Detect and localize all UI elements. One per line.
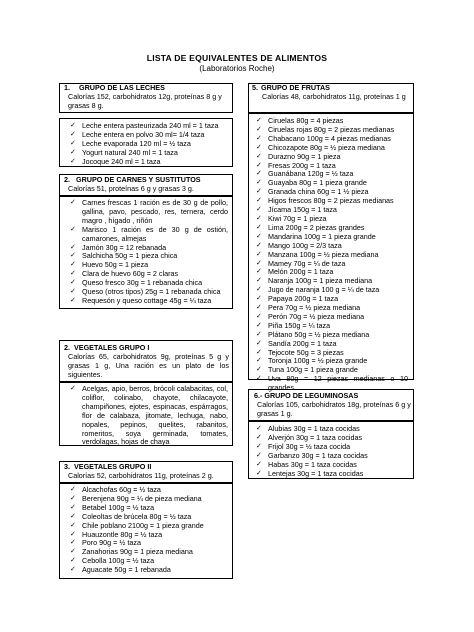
section-number: 6.- xyxy=(254,391,263,400)
check-icon: ✓ xyxy=(70,130,76,138)
list-item-text: Jocoque 240 ml = 1 taza xyxy=(82,156,161,166)
check-icon: ✓ xyxy=(70,148,76,156)
list-item-text: Alverjón 30g = 1 taza cocidas xyxy=(268,432,363,442)
check-icon: ✓ xyxy=(70,494,76,502)
list-item-text: Melón 200g = 1 taza xyxy=(268,267,334,277)
check-icon: ✓ xyxy=(256,357,262,365)
frutas-header xyxy=(252,84,410,102)
check-icon: ✓ xyxy=(256,330,262,338)
list-item-text: Frijol 30g = ½ taza cocida xyxy=(268,441,351,451)
list-item-text: Piña 150g = ¼ taza xyxy=(268,320,331,330)
check-icon: ✓ xyxy=(256,188,262,196)
list-item-text: Cebolla 100g = ½ taza xyxy=(82,556,155,566)
list-item-text: Manzana 100g = ½ pieza mediana xyxy=(268,249,379,259)
section-name: GRUPO DE FRUTAS xyxy=(261,83,330,92)
check-icon: ✓ xyxy=(256,348,262,356)
list-item-text: Betabel 100g = ½ taza xyxy=(82,502,155,512)
list-item-text: Chile poblano 2100g = 1 pieza grande xyxy=(82,520,204,530)
check-icon: ✓ xyxy=(256,312,262,320)
check-icon: ✓ xyxy=(256,339,262,347)
check-icon: ✓ xyxy=(70,199,76,206)
check-icon: ✓ xyxy=(70,512,76,520)
check-icon: ✓ xyxy=(256,232,262,240)
check-icon: ✓ xyxy=(256,170,262,178)
section-desc: Calorías 52, carbohidratos 11g, proteínas 2 g. xyxy=(68,470,214,480)
check-icon: ✓ xyxy=(256,375,262,383)
list-item xyxy=(69,385,228,447)
list-item-text: Jícama 150g = 1 taza xyxy=(268,205,337,215)
section-number: 1. xyxy=(64,83,70,92)
list-item-text: Zanahorias 90g = 1 pieza mediana xyxy=(82,547,193,557)
section-number: 3. xyxy=(64,462,70,471)
list-item-text: Ciruelas rojas 80g = 2 piezas medianas xyxy=(268,124,395,134)
leches-list xyxy=(69,122,228,167)
list-item-text: Alcachofas 60g = ½ taza xyxy=(82,485,161,494)
list-item-text: Papaya 200g = 1 taza xyxy=(268,294,339,304)
carnes-header xyxy=(64,176,229,194)
list-item-text: Guanábana 120g = ½ taza xyxy=(268,169,354,179)
vegetales1-header xyxy=(64,344,229,380)
check-icon: ✓ xyxy=(70,548,76,556)
check-icon: ✓ xyxy=(256,223,262,231)
check-icon: ✓ xyxy=(70,157,76,165)
list-item-text: Queso fresco 30g = 1 rebanada chica xyxy=(82,278,203,288)
check-icon: ✓ xyxy=(256,277,262,285)
check-icon: ✓ xyxy=(256,197,262,205)
section-desc: Calorías 51, proteínas 6 g y grasas 3 g. xyxy=(68,183,194,193)
list-item-text: Granada china 60g = 1 ½ pieza xyxy=(268,187,369,197)
list-item-text: Marisco 1 ración es de 30 g de ostión, camarones, almejas xyxy=(82,224,228,243)
list-item-text: Aguacate 50g = 1 rebanada xyxy=(82,565,171,575)
list-item-text: Ciruelas 80g = 4 piezas xyxy=(268,116,344,125)
check-icon: ✓ xyxy=(70,296,76,304)
check-icon: ✓ xyxy=(70,557,76,565)
check-icon: ✓ xyxy=(256,460,262,468)
check-icon: ✓ xyxy=(70,486,76,493)
list-item-text: Habas 30g = 1 taza cocidas xyxy=(268,459,357,469)
list-item-text: Yogurt natural 240 ml = 1 taza xyxy=(82,147,178,157)
check-icon: ✓ xyxy=(256,241,262,249)
list-item-text: Lima 200g = 2 piezas grandes xyxy=(268,222,365,232)
check-icon: ✓ xyxy=(256,117,262,124)
check-icon: ✓ xyxy=(70,279,76,287)
carnes-list xyxy=(69,199,228,306)
check-icon: ✓ xyxy=(256,125,262,133)
check-icon: ✓ xyxy=(256,206,262,214)
list-item-text: Clara de huevo 60g = 2 claras xyxy=(82,269,179,279)
vegetales2-header xyxy=(64,463,229,481)
check-icon: ✓ xyxy=(70,539,76,547)
check-icon: ✓ xyxy=(70,139,76,147)
list-item xyxy=(69,226,228,244)
list-item-text: Mamey 70g = ¼ de taza xyxy=(268,258,346,268)
list-item-text: Toronja 100g = ½ pieza grande xyxy=(268,356,368,366)
list-item xyxy=(255,470,408,479)
check-icon: ✓ xyxy=(256,295,262,303)
check-icon: ✓ xyxy=(256,134,262,142)
list-item-text: Naranja 100g = 1 pieza mediana xyxy=(268,276,373,286)
list-item-text: Poro 90g = ½ taza xyxy=(82,538,141,548)
check-icon: ✓ xyxy=(256,433,262,441)
list-item xyxy=(69,199,228,226)
check-icon: ✓ xyxy=(70,270,76,278)
leguminosas-list xyxy=(255,425,408,478)
list-item-text: Leche entera pasteurizada 240 ml = 1 taza xyxy=(82,121,219,130)
list-item-text: Jamón 30g = 12 rebanada xyxy=(82,242,167,252)
list-item-text: Carnes frescas 1 ración es de 30 g de pollo, gallina, pavo, pescado, res, ternera, cerdo magro , hígado , riñón xyxy=(82,198,228,225)
check-icon: ✓ xyxy=(70,252,76,260)
section-name: GRUPO DE CARNES Y SUSTITUTOS xyxy=(76,175,201,184)
list-item-text: Pera 70g = ½ pieza mediana xyxy=(268,303,361,313)
list-item-text: Coleoltas de brúcela 80g = ½ taza xyxy=(82,511,192,521)
check-icon: ✓ xyxy=(256,161,262,169)
section-name: VEGETALES GRUPO II xyxy=(74,462,152,471)
list-item-text: Higos frescos 80g = 2 piezas medianas xyxy=(268,196,394,206)
list-item-text: Leche evaporada 120 ml = ½ taza xyxy=(82,138,191,148)
list-item-text: Salchicha 50g = 1 pieza chica xyxy=(82,251,178,261)
check-icon: ✓ xyxy=(256,259,262,267)
check-icon: ✓ xyxy=(256,250,262,258)
leguminosas-header xyxy=(254,392,412,419)
frutas-list xyxy=(255,117,408,393)
section-number: 5. xyxy=(252,83,258,92)
check-icon: ✓ xyxy=(256,425,262,432)
vegetales1-list xyxy=(69,385,228,447)
check-icon: ✓ xyxy=(70,288,76,296)
check-icon: ✓ xyxy=(70,566,76,574)
section-name: VEGETALES GRUPO I xyxy=(74,343,150,352)
list-item-text: Chicozapote 80g = ½ pieza mediana xyxy=(268,142,385,152)
list-item-text: Huevo 50g = 1 pieza xyxy=(82,260,149,270)
list-item-text: Queso (otros tipos) 25g = 1 rebanada chica xyxy=(82,287,221,297)
check-icon: ✓ xyxy=(256,268,262,276)
section-desc: Calorías 65, carbohidratos 9g, proteínas 5 g y grasas 1 g, Una ración es un plato de los siguientes. xyxy=(68,351,229,379)
list-item-text: Mandarina 100g = 1 pieza grande xyxy=(268,231,376,241)
section-desc: Calorías 105, carbohidratos 18g, proteínas 6 g y grasas 1 g. xyxy=(257,399,411,418)
check-icon: ✓ xyxy=(256,366,262,374)
check-icon: ✓ xyxy=(256,286,262,294)
list-item-text: Mango 100g = 2/3 taza xyxy=(268,240,342,250)
check-icon: ✓ xyxy=(70,521,76,529)
list-item-text: Berenjena 90g = ¼ de pieza mediana xyxy=(82,493,202,503)
leches-header xyxy=(64,84,229,111)
section-desc: Calorías 48, carbohidratos 11g, proteínas 1 g xyxy=(262,91,406,101)
check-icon: ✓ xyxy=(70,503,76,511)
section-name: GRUPO DE LEGUMINOSAS xyxy=(264,391,359,400)
check-icon: ✓ xyxy=(256,304,262,312)
check-icon: ✓ xyxy=(256,214,262,222)
check-icon: ✓ xyxy=(256,179,262,187)
list-item-text: Garbanzo 30g = 1 taza cocidas xyxy=(268,450,368,460)
list-item-text: Perón 70g = ½ pieza mediana xyxy=(268,311,365,321)
list-item-text: Acelgas, apio, berros, brócoli calabacitas, col, coliflor, colinabo, chayote, chilacayote, champiñones, ejotes, espinacas, espárragos, flor de calabaza, jitomate, lechuga, nabo, nopales, pepinos, quelites, rabanitos, romeritos, soya germinada, tomates, verdolagas, hojas de chaya xyxy=(82,384,228,447)
check-icon: ✓ xyxy=(256,321,262,329)
list-item-text: Leche entera en polvo 30 ml= 1/4 taza xyxy=(82,129,205,139)
check-icon: ✓ xyxy=(256,143,262,151)
list-item-text: Requesón y queso cottage 45g = ¼ taza xyxy=(82,295,212,305)
list-item-text: Lentejas 30g = 1 taza cocidas xyxy=(268,468,364,478)
section-name: GRUPO DE LAS LECHES xyxy=(79,83,165,92)
check-icon: ✓ xyxy=(70,243,76,251)
section-number: 2. xyxy=(64,175,70,184)
list-item xyxy=(69,158,228,167)
check-icon: ✓ xyxy=(70,261,76,269)
list-item xyxy=(69,566,228,575)
list-item-text: Plátano 50g = ½ pieza mediana xyxy=(268,329,370,339)
list-item-text: Uva 80g = 12 piezas medianas o 10 grandes xyxy=(268,374,408,393)
check-icon: ✓ xyxy=(70,122,76,129)
page-subtitle: (Laboratorios Roche) xyxy=(199,64,275,73)
vegetales2-list xyxy=(69,486,228,575)
list-item-text: Jugo de naranja 100 g = ¼ de taza xyxy=(268,285,380,295)
list-item-text: Kiwi 70g = 1 pieza xyxy=(268,213,327,223)
list-item xyxy=(69,297,228,306)
list-item-text: Huauzontle 80g = ½ taza xyxy=(82,529,163,539)
check-icon: ✓ xyxy=(256,152,262,160)
list-item-text: Alubias 30g = 1 taza cocidas xyxy=(268,424,360,433)
list-item-text: Durazno 90g = 1 pieza xyxy=(268,151,341,161)
check-icon: ✓ xyxy=(256,442,262,450)
page-title: LISTA DE EQUIVALENTES DE ALIMENTOS xyxy=(146,53,328,63)
check-icon: ✓ xyxy=(70,385,76,392)
check-icon: ✓ xyxy=(256,469,262,477)
list-item-text: Tejocote 50g = 3 piezas xyxy=(268,347,344,357)
check-icon: ✓ xyxy=(70,225,76,233)
list-item-text: Tuna 100g = 1 pieza grande xyxy=(268,365,358,375)
list-item-text: Chabacano 100g = 4 piezas medianas xyxy=(268,133,391,143)
check-icon: ✓ xyxy=(70,530,76,538)
section-number: 2. xyxy=(64,343,70,352)
check-icon: ✓ xyxy=(256,451,262,459)
list-item-text: Fresas 200g = 1 taza xyxy=(268,160,336,170)
list-item-text: Sandía 200g = 1 taza xyxy=(268,338,337,348)
section-desc: Calorías 152, carbohidratos 12g, proteínas 8 g y grasas 8 g. xyxy=(68,91,222,110)
list-item-text: Guayaba 80g = 1 pieza grande xyxy=(268,178,367,188)
